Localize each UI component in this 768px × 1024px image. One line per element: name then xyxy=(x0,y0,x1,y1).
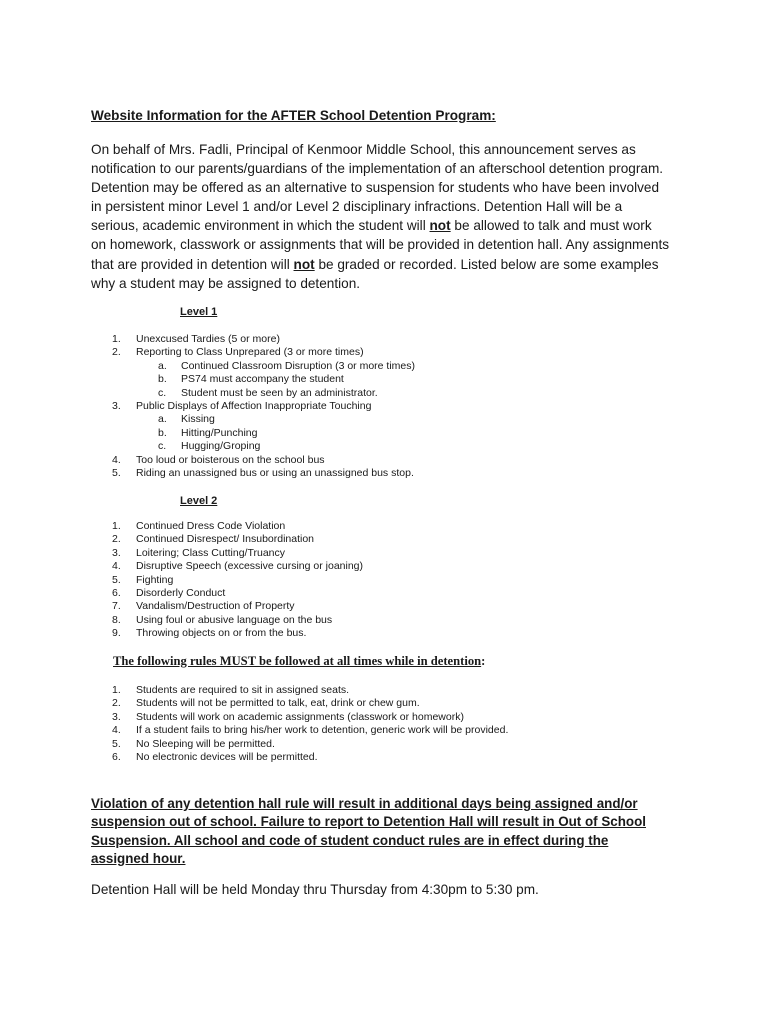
intro-line: On behalf of Mrs. Fadli, Principal of Kenmoor Middle School, this announcement serves as xyxy=(91,142,636,157)
list-text: Disorderly Conduct xyxy=(136,586,226,599)
list-text: Students will not be permitted to talk, eat, drink or chew gum. xyxy=(136,697,420,710)
emphasis-not: not xyxy=(293,256,315,272)
intro-line: Detention may be offered as an alternative to suspension for students who have been involved xyxy=(91,180,660,196)
list-text: Public Displays of Affection Inappropriate Touching xyxy=(136,399,372,412)
level2-heading: Level 2 xyxy=(180,495,218,507)
warning-paragraph xyxy=(91,795,691,868)
list-text: Vandalism/Destruction of Property xyxy=(136,600,295,613)
list-text: Unexcused Tardies (5 or more) xyxy=(136,333,280,345)
list-number: 5. xyxy=(112,466,121,479)
intro-text: be allowed to talk and must work xyxy=(450,218,652,234)
list-number: 5. xyxy=(112,737,121,750)
list-text: Continued Disrespect/ Insubordination xyxy=(136,533,315,546)
list-text: Reporting to Class Unprepared (3 or more times) xyxy=(136,346,364,359)
list-text: Using foul or abusive language on the bus xyxy=(136,613,333,626)
intro-line: in persistent minor Level 1 and/or Level 2 disciplinary infractions. Detention Hall will be a xyxy=(91,199,623,215)
intro-line: why a student may be assigned to detention. xyxy=(91,275,361,291)
intro-text: that are provided in detention will xyxy=(91,256,294,272)
list-number: 4. xyxy=(112,724,121,737)
list-text: Continued Dress Code Violation xyxy=(136,520,286,532)
list-number: 1. xyxy=(112,520,121,532)
list-number: 2. xyxy=(112,697,121,710)
intro-line xyxy=(91,216,691,235)
list-text: Student must be seen by an administrator. xyxy=(181,386,378,399)
rules-heading-colon: : xyxy=(481,654,486,668)
list-letter: a. xyxy=(158,413,167,426)
list-text: Kissing xyxy=(181,413,215,426)
list-text: Loitering; Class Cutting/Truancy xyxy=(136,546,286,559)
list-text: Disruptive Speech (excessive cursing or joaning) xyxy=(136,560,364,573)
rules-heading xyxy=(113,654,485,669)
list-text: Hugging/Groping xyxy=(181,440,261,453)
intro-text: be graded or recorded. Listed below are some examples xyxy=(314,256,659,272)
warning-line: suspension out of school. Failure to report to Detention Hall will result in Out of School xyxy=(91,814,646,830)
warning-line: assigned hour. xyxy=(91,850,186,866)
list-number: 6. xyxy=(112,750,121,763)
warning-line: Suspension. All school and code of student conduct rules are in effect during the xyxy=(91,832,609,848)
list-text: Hitting/Punching xyxy=(181,426,258,439)
list-letter: c. xyxy=(158,386,167,399)
intro-line: on homework, classwork or assignments that will be provided in detention hall. Any assignments xyxy=(91,237,670,253)
list-text: Throwing objects on or from the bus. xyxy=(136,627,307,640)
list-number: 7. xyxy=(112,600,121,613)
list-text: Riding an unassigned bus or using an unassigned bus stop. xyxy=(136,466,414,479)
list-number: 6. xyxy=(112,586,121,599)
list-text: Students are required to sit in assigned seats. xyxy=(136,684,350,696)
level1-heading: Level 1 xyxy=(180,306,218,318)
list-text: If a student fails to bring his/her work to detention, generic work will be provided. xyxy=(136,724,509,737)
list-number: 3. xyxy=(112,710,121,723)
list-number: 4. xyxy=(112,560,121,573)
list-number: 2. xyxy=(112,533,121,546)
intro-line: notification to our parents/guardians of the implementation of an afterschool detention program. xyxy=(91,161,664,177)
list-letter: a. xyxy=(158,359,167,372)
list-number: 3. xyxy=(112,399,121,412)
list-text: Continued Classroom Disruption (3 or more times) xyxy=(181,359,415,372)
schedule-note: Detention Hall will be held Monday thru Thursday from 4:30pm to 5:30 pm. xyxy=(91,882,539,897)
list-text: No Sleeping will be permitted. xyxy=(136,737,275,750)
intro-text: serious, academic environment in which the student will xyxy=(91,218,430,234)
list-number: 1. xyxy=(112,333,121,345)
emphasis-not: not xyxy=(429,218,451,234)
warning-line: Violation of any detention hall rule will result in additional days being assigned and/or xyxy=(91,796,638,811)
list-number: 4. xyxy=(112,453,121,466)
list-number: 2. xyxy=(112,346,121,359)
list-number: 9. xyxy=(112,627,121,640)
list-number: 1. xyxy=(112,684,121,696)
list-text: Fighting xyxy=(136,573,174,586)
list-letter: b. xyxy=(158,426,167,439)
intro-paragraph xyxy=(91,140,691,293)
list-text: Students will work on academic assignments (classwork or homework) xyxy=(136,710,464,723)
rules-heading-text: The following rules MUST be followed at all times while in detention xyxy=(113,654,482,668)
intro-line xyxy=(91,255,691,274)
list-letter: c. xyxy=(158,440,167,453)
list-number: 8. xyxy=(112,613,121,626)
document-title: Website Information for the AFTER School Detention Program: xyxy=(91,108,496,123)
list-letter: b. xyxy=(158,373,167,386)
list-number: 3. xyxy=(112,546,121,559)
list-number: 5. xyxy=(112,573,121,586)
list-text: No electronic devices will be permitted. xyxy=(136,750,318,763)
list-text: PS74 must accompany the student xyxy=(181,373,344,386)
list-text: Too loud or boisterous on the school bus xyxy=(136,453,325,466)
